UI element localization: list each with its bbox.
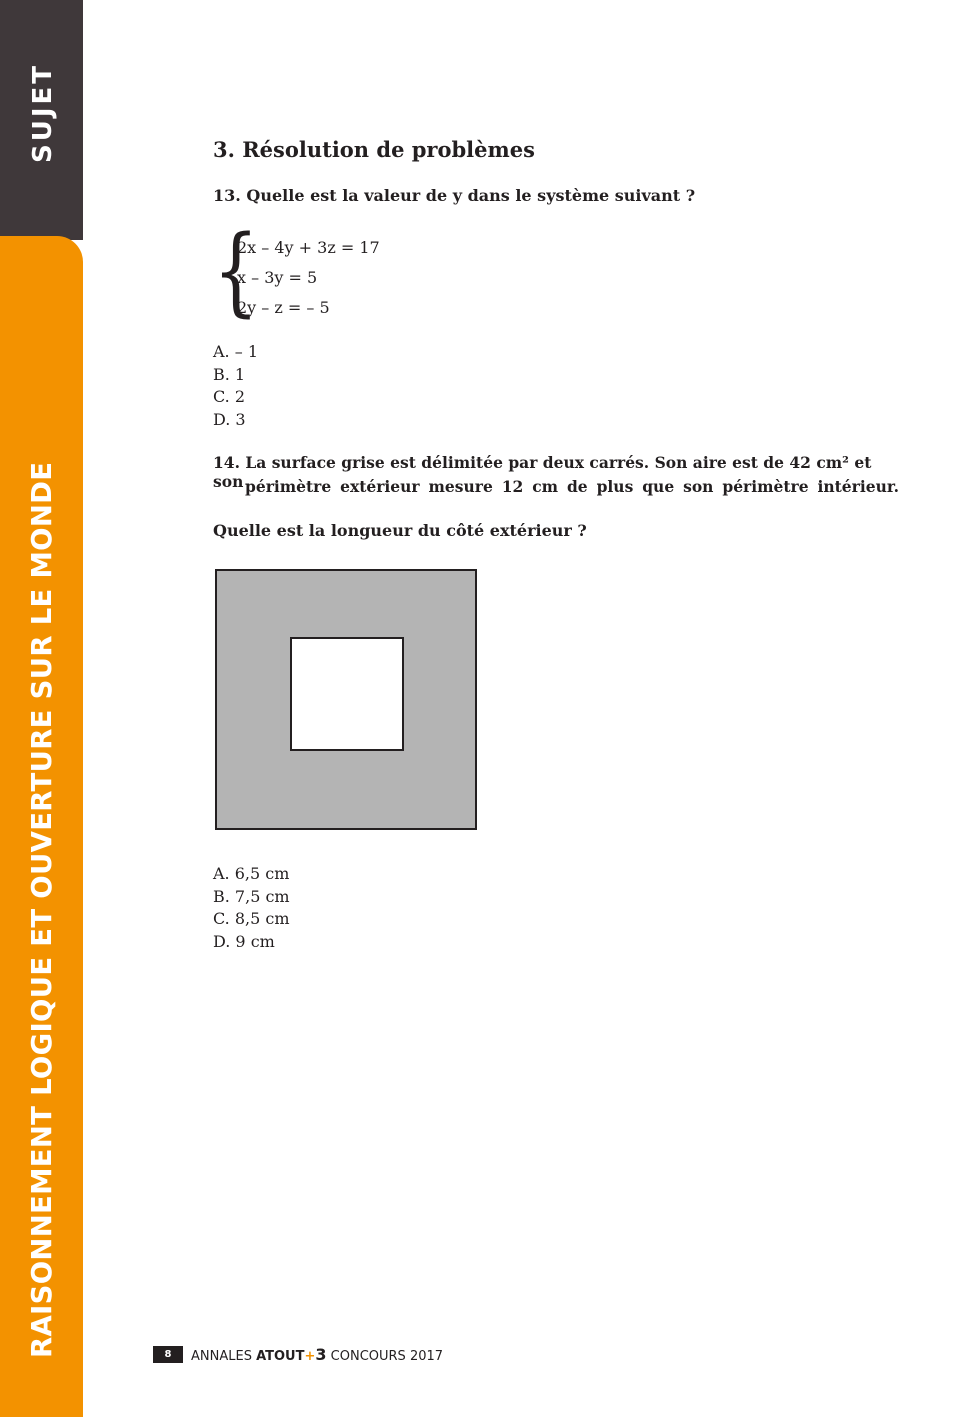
answer-option: B. 7,5 cm: [213, 886, 290, 906]
answer-option: C. 2: [213, 387, 246, 407]
squares-figure: [215, 569, 477, 830]
footer-title: [191, 1346, 443, 1365]
page-number: 8: [153, 1346, 183, 1363]
answer-option: A. – 1: [213, 342, 258, 361]
question-14-line2: périmètre extérieur mesure 12 cm de plus que son périmètre intérieur.: [245, 477, 899, 496]
question-14-subquestion: Quelle est la longueur du côté extérieur ?: [213, 521, 587, 540]
answer-option: D. 3: [213, 410, 246, 430]
equation: x – 3y = 5: [237, 268, 318, 287]
question-14-line1: 14. La surface grise est délimitée par deux carrés. Son aire est de 42 cm² et son: [213, 453, 872, 491]
footer-prefix: ANNALES: [191, 1349, 257, 1364]
sidebar-sujet-label: SUJET: [28, 62, 58, 163]
sidebar-section-label: RAISONNEMENT LOGIQUE ET OUVERTURE SUR LE MONDE: [26, 461, 58, 1358]
footer-three: 3: [315, 1345, 327, 1364]
footer-suffix: CONCOURS 2017: [326, 1349, 444, 1364]
left-brace-icon: {: [213, 215, 259, 327]
answer-option: C. 8,5 cm: [213, 909, 290, 929]
equation: 2y – z = – 5: [237, 298, 330, 317]
answers-13: [213, 341, 258, 432]
section-title: 3. Résolution de problèmes: [213, 137, 535, 162]
question-13: 13. Quelle est la valeur de y dans le système suivant ?: [213, 186, 696, 205]
footer-plus: +: [304, 1349, 316, 1364]
answer-option: D. 9 cm: [213, 932, 275, 952]
answer-option: A. 6,5 cm: [213, 864, 290, 883]
inner-square: [291, 638, 403, 750]
equation: 2x – 4y + 3z = 17: [237, 238, 380, 257]
answers-14: [213, 863, 290, 954]
footer-brand: ATOUT: [256, 1349, 305, 1364]
answer-option: B. 1: [213, 364, 246, 384]
